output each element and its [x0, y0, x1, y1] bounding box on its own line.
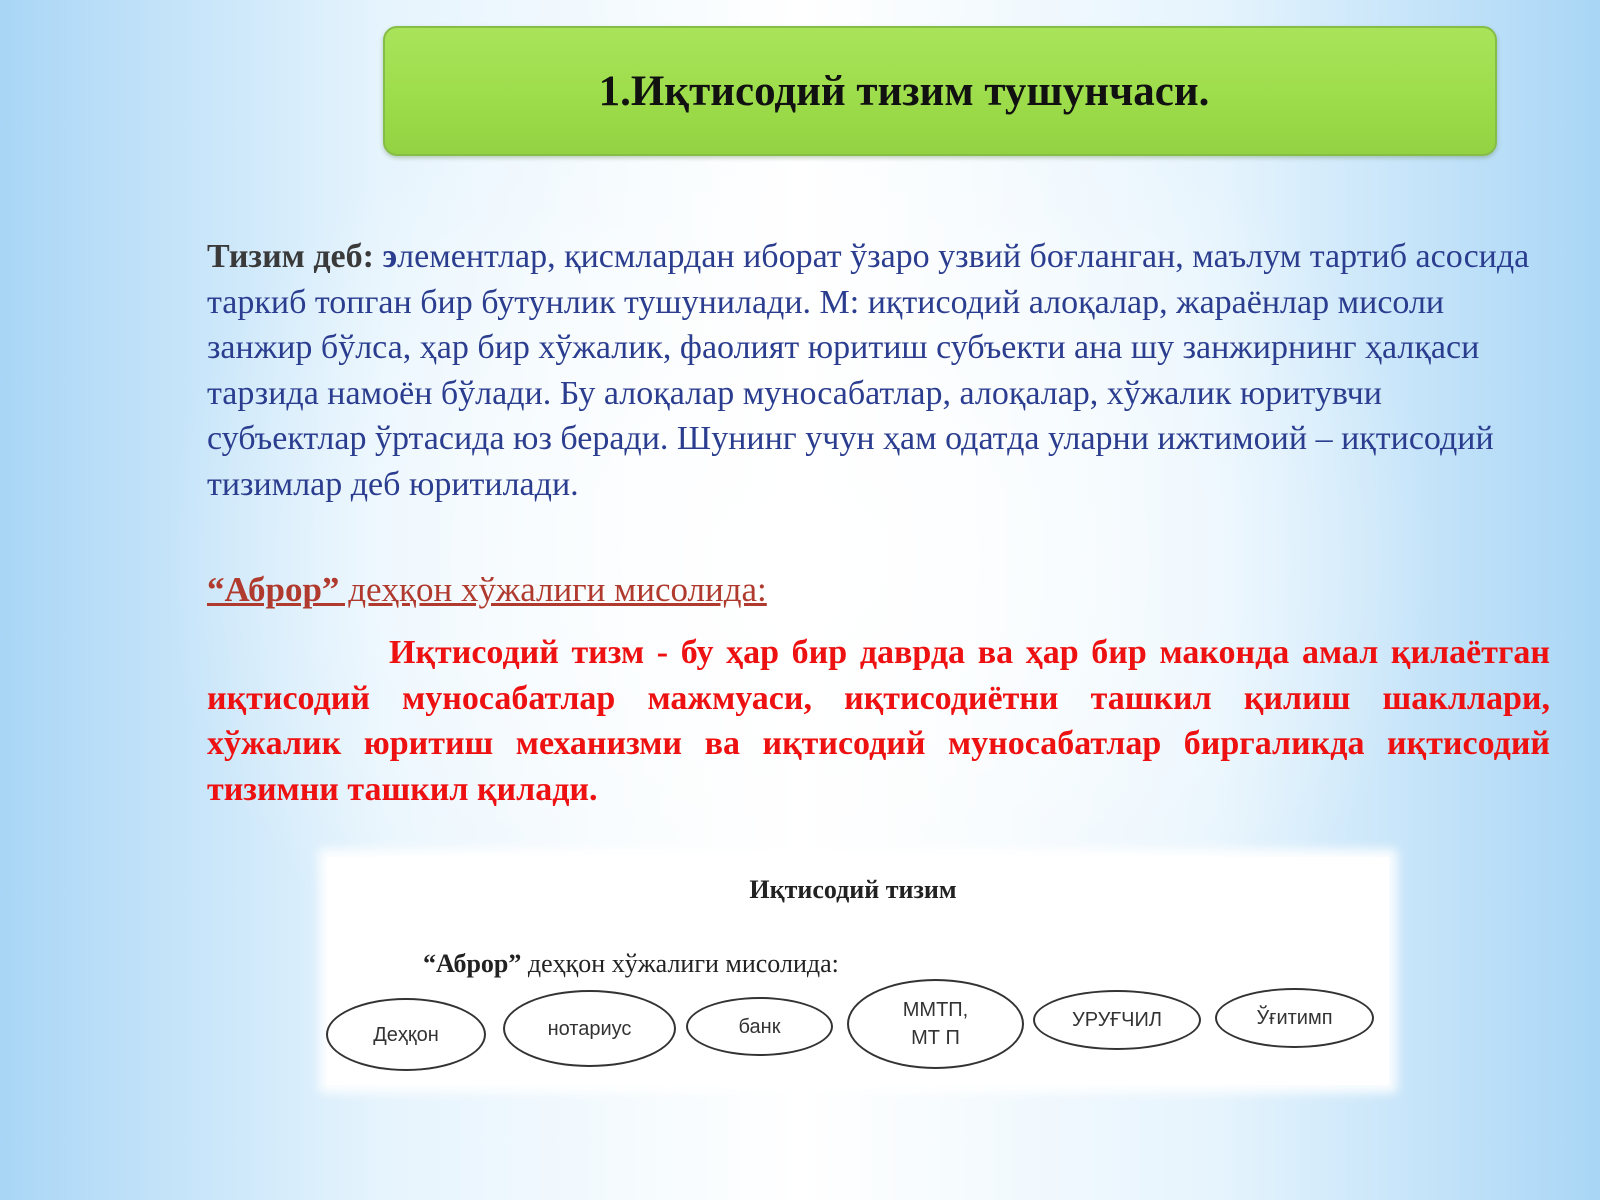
definition-paragraph — [207, 234, 1547, 507]
example-heading-text: деҳқон хўжалиги мисолида: — [339, 570, 767, 609]
diagram-node-notarius: нотариус — [503, 990, 676, 1067]
slide-title: 1.Иқтисодий тизим тушунчаси. — [598, 67, 1210, 115]
economic-system-diagram — [327, 857, 1389, 1085]
diagram-node-mmtp: ММТП, МТ П — [847, 979, 1024, 1069]
diagram-node-ugitimp: Ўғитимп — [1215, 988, 1374, 1048]
example-heading — [207, 570, 767, 610]
definition-first-letter: э — [382, 238, 398, 275]
diagram-subtitle — [423, 949, 839, 979]
economic-system-definition: Иқтисодий тизм - бу ҳар бир даврда ва ҳар бир маконда амал қилаётган иқтисодий муносабатлар мажмуаси, иқтисодиётни ташкил қилиш шакллари, хўжалик юритиш механизми ва иқтисодий муносабатлар биргаликда иқтисодий тизимни ташкил қилади. — [207, 634, 1550, 808]
diagram-subtitle-quoted: “Аброр” — [423, 949, 522, 978]
diagram-node-bank: банк — [686, 997, 833, 1056]
definition-term: Тизим деб: — [207, 238, 383, 275]
example-heading-quoted: “Аброр” — [207, 570, 340, 609]
title-banner — [383, 26, 1497, 156]
diagram-node-dehqon: Деҳқон — [326, 998, 486, 1071]
diagram-subtitle-text: деҳқон хўжалиги мисолида: — [521, 949, 839, 978]
diagram-title: Иқтисодий тизим — [749, 875, 957, 904]
definition-text: лементлар, қисмлардан иборат ўзаро узвий боғланган, маълум тартиб асосида таркиб топган бир бутунлик тушунилади. М: иқтисодий алоқалар, жараёнлар мисоли занжир бўлса, ҳар бир хўжалик, фаолият юритиш субъекти ана шу занжирнинг ҳалқаси тарзида намоён бўлади. Бу алоқалар муносабатлар, алоқалар, хўжалик юритувчи субъектлар ўртасида юз беради. Шунинг учун ҳам одатда уларни ижтимоий – иқтисодий тизимлар деб юритилади. — [207, 238, 1530, 503]
diagram-node-uruqchil: УРУҒЧИЛ — [1033, 990, 1201, 1050]
